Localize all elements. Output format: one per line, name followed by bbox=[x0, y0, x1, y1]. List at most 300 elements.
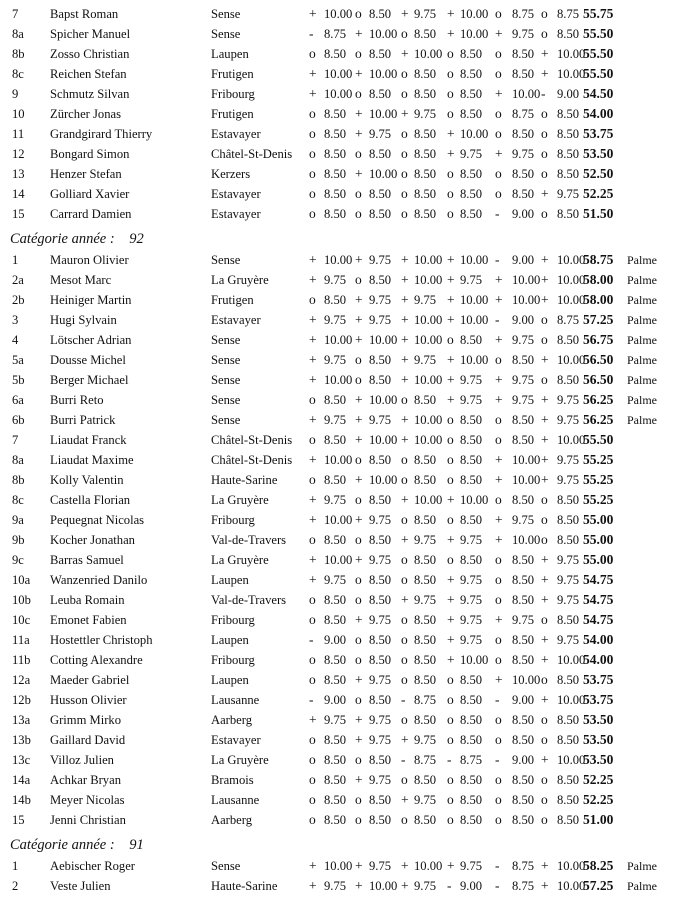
result-sign: o bbox=[401, 452, 408, 467]
total-score: 58.00 bbox=[583, 292, 614, 307]
result-sign: o bbox=[401, 552, 408, 567]
bout-score: 8.50 bbox=[460, 453, 483, 467]
result-sign: o bbox=[447, 712, 454, 727]
bout-score: 9.00 bbox=[512, 253, 535, 267]
result-sign: + bbox=[541, 46, 549, 61]
bout-score: 9.00 bbox=[512, 753, 535, 767]
athlete-name: Mauron Olivier bbox=[50, 253, 129, 267]
result-sign: + bbox=[355, 292, 363, 307]
result-sign: + bbox=[447, 372, 455, 387]
table-row bbox=[0, 590, 674, 610]
bout-score: 9.75 bbox=[324, 573, 347, 587]
total-score: 56.25 bbox=[583, 392, 614, 407]
result-sign: o bbox=[309, 652, 316, 667]
total-score: 55.50 bbox=[583, 46, 614, 61]
result-sign: + bbox=[401, 792, 409, 807]
rank-cell: 8c bbox=[12, 67, 24, 81]
bout-score: 8.50 bbox=[324, 293, 347, 307]
result-sign: o bbox=[447, 732, 454, 747]
result-sign: o bbox=[447, 792, 454, 807]
athlete-name: Golliard Xavier bbox=[50, 187, 130, 201]
bout-score: 9.75 bbox=[324, 273, 347, 287]
result-sign: o bbox=[309, 46, 316, 61]
club-name: Lausanne bbox=[211, 793, 260, 807]
bout-score: 8.50 bbox=[324, 793, 347, 807]
bout-score: 9.75 bbox=[414, 879, 437, 893]
bout-score: 8.50 bbox=[557, 27, 580, 41]
result-sign: + bbox=[355, 392, 363, 407]
bout-score: 8.50 bbox=[460, 733, 483, 747]
result-sign: o bbox=[355, 792, 362, 807]
rank-cell: 9b bbox=[12, 533, 25, 547]
athlete-name: Grimm Mirko bbox=[50, 713, 122, 727]
rank-cell: 10c bbox=[12, 613, 31, 627]
result-sign: + bbox=[541, 292, 549, 307]
result-sign: + bbox=[541, 272, 549, 287]
total-score: 56.50 bbox=[583, 372, 614, 387]
bout-score: 8.50 bbox=[369, 353, 392, 367]
bout-score: 9.75 bbox=[414, 107, 437, 121]
bout-score: 10.00 bbox=[414, 493, 443, 507]
athlete-name: Villoz Julien bbox=[50, 753, 114, 767]
bout-score: 8.50 bbox=[557, 493, 580, 507]
rank-cell: 13 bbox=[12, 167, 25, 181]
table-row bbox=[0, 204, 674, 224]
bout-score: 10.00 bbox=[414, 333, 443, 347]
rank-cell: 14 bbox=[12, 187, 25, 201]
bout-score: 10.00 bbox=[414, 47, 443, 61]
result-sign: o bbox=[447, 472, 454, 487]
total-score: 54.75 bbox=[583, 612, 614, 627]
total-score: 52.25 bbox=[583, 772, 614, 787]
result-sign: o bbox=[495, 186, 502, 201]
total-score: 55.50 bbox=[583, 26, 614, 41]
rank-cell: 14a bbox=[12, 773, 31, 787]
result-sign: o bbox=[355, 86, 362, 101]
category-heading bbox=[10, 834, 144, 856]
rank-cell: 13b bbox=[12, 733, 31, 747]
result-sign: o bbox=[447, 692, 454, 707]
bout-score: 8.50 bbox=[324, 593, 347, 607]
bout-score: 8.50 bbox=[414, 207, 437, 221]
result-sign: + bbox=[355, 332, 363, 347]
bout-score: 10.00 bbox=[557, 433, 586, 447]
bout-score: 9.75 bbox=[324, 713, 347, 727]
total-score: 54.00 bbox=[583, 106, 614, 121]
bout-score: 10.00 bbox=[324, 87, 353, 101]
result-sign: + bbox=[495, 372, 503, 387]
result-sign: + bbox=[309, 878, 317, 893]
bout-score: 8.75 bbox=[512, 859, 535, 873]
bout-score: 8.75 bbox=[512, 7, 535, 21]
result-sign: o bbox=[355, 632, 362, 647]
bout-score: 10.00 bbox=[557, 293, 586, 307]
athlete-name: Husson Olivier bbox=[50, 693, 127, 707]
result-sign: - bbox=[309, 692, 314, 707]
bout-score: 8.50 bbox=[512, 67, 535, 81]
result-sign: o bbox=[447, 412, 454, 427]
result-sign: o bbox=[355, 752, 362, 767]
club-name: Estavayer bbox=[211, 733, 261, 747]
bout-score: 10.00 bbox=[512, 293, 541, 307]
result-sign: o bbox=[447, 166, 454, 181]
total-score: 55.75 bbox=[583, 6, 614, 21]
bout-score: 8.50 bbox=[369, 753, 392, 767]
result-sign: + bbox=[309, 452, 317, 467]
rank-cell: 8c bbox=[12, 493, 24, 507]
bout-score: 8.50 bbox=[557, 713, 580, 727]
result-sign: - bbox=[495, 858, 500, 873]
result-sign: + bbox=[541, 252, 549, 267]
club-name: La Gruyère bbox=[211, 273, 269, 287]
result-sign: o bbox=[495, 166, 502, 181]
result-sign: + bbox=[541, 692, 549, 707]
result-sign: + bbox=[355, 612, 363, 627]
rank-cell: 6a bbox=[12, 393, 24, 407]
bout-score: 8.50 bbox=[512, 733, 535, 747]
bout-score: 8.50 bbox=[369, 633, 392, 647]
result-sign: + bbox=[447, 492, 455, 507]
result-sign: o bbox=[309, 292, 316, 307]
bout-score: 8.50 bbox=[557, 373, 580, 387]
result-sign: o bbox=[495, 792, 502, 807]
total-score: 58.00 bbox=[583, 272, 614, 287]
club-name: Sense bbox=[211, 353, 241, 367]
bout-score: 10.00 bbox=[557, 859, 586, 873]
bout-score: 10.00 bbox=[369, 107, 398, 121]
bout-score: 9.00 bbox=[512, 313, 535, 327]
bout-score: 9.75 bbox=[557, 573, 580, 587]
club-name: Haute-Sarine bbox=[211, 473, 278, 487]
club-name: Estavayer bbox=[211, 207, 261, 221]
bout-score: 8.50 bbox=[557, 167, 580, 181]
bout-score: 9.75 bbox=[557, 187, 580, 201]
result-sign: + bbox=[401, 878, 409, 893]
athlete-name: Berger Michael bbox=[50, 373, 129, 387]
total-score: 52.25 bbox=[583, 792, 614, 807]
result-sign: + bbox=[447, 146, 455, 161]
bout-score: 8.50 bbox=[460, 413, 483, 427]
bout-score: 8.50 bbox=[369, 573, 392, 587]
total-score: 55.25 bbox=[583, 452, 614, 467]
bout-score: 8.50 bbox=[460, 813, 483, 827]
result-sign: - bbox=[495, 206, 500, 221]
result-sign: o bbox=[355, 592, 362, 607]
result-sign: + bbox=[447, 352, 455, 367]
award-label: Palme bbox=[627, 373, 657, 387]
bout-score: 8.50 bbox=[369, 273, 392, 287]
club-name: Sense bbox=[211, 27, 241, 41]
result-sign: o bbox=[541, 106, 548, 121]
total-score: 55.25 bbox=[583, 492, 614, 507]
bout-score: 9.75 bbox=[460, 373, 483, 387]
result-sign: + bbox=[495, 292, 503, 307]
result-sign: + bbox=[447, 652, 455, 667]
bout-score: 10.00 bbox=[557, 879, 586, 893]
athlete-name: Zosso Christian bbox=[50, 47, 130, 61]
bout-score: 9.75 bbox=[460, 273, 483, 287]
result-sign: + bbox=[401, 252, 409, 267]
result-sign: + bbox=[447, 632, 455, 647]
club-name: Sense bbox=[211, 413, 241, 427]
rank-cell: 1 bbox=[12, 859, 19, 873]
result-sign: + bbox=[447, 292, 455, 307]
result-sign: o bbox=[355, 692, 362, 707]
bout-score: 8.50 bbox=[369, 813, 392, 827]
bout-score: 8.50 bbox=[512, 353, 535, 367]
category-spacer bbox=[115, 837, 130, 853]
bout-score: 9.75 bbox=[460, 593, 483, 607]
bout-score: 8.50 bbox=[512, 493, 535, 507]
result-sign: + bbox=[355, 166, 363, 181]
category-year: 92 bbox=[129, 231, 144, 247]
bout-score: 8.50 bbox=[460, 87, 483, 101]
result-sign: o bbox=[401, 652, 408, 667]
result-sign: o bbox=[495, 592, 502, 607]
result-sign: + bbox=[541, 186, 549, 201]
table-row bbox=[0, 730, 674, 750]
rank-cell: 7 bbox=[12, 433, 19, 447]
club-name: Châtel-St-Denis bbox=[211, 433, 293, 447]
result-sign: o bbox=[309, 752, 316, 767]
rank-cell: 1 bbox=[12, 253, 19, 267]
table-row bbox=[0, 24, 674, 44]
result-sign: + bbox=[355, 712, 363, 727]
result-sign: o bbox=[309, 612, 316, 627]
result-sign: + bbox=[541, 858, 549, 873]
rank-cell: 9a bbox=[12, 513, 24, 527]
club-name: Laupen bbox=[211, 47, 249, 61]
bout-score: 8.50 bbox=[414, 773, 437, 787]
club-name: Sense bbox=[211, 859, 241, 873]
result-sign: + bbox=[309, 512, 317, 527]
bout-score: 10.00 bbox=[369, 393, 398, 407]
bout-score: 10.00 bbox=[512, 87, 541, 101]
bout-score: 9.75 bbox=[414, 793, 437, 807]
bout-score: 10.00 bbox=[369, 27, 398, 41]
bout-score: 10.00 bbox=[369, 67, 398, 81]
result-sign: o bbox=[309, 166, 316, 181]
total-score: 53.75 bbox=[583, 692, 614, 707]
result-sign: + bbox=[355, 552, 363, 567]
bout-score: 9.75 bbox=[557, 393, 580, 407]
athlete-name: Schmutz Silvan bbox=[50, 87, 130, 101]
result-sign: o bbox=[401, 66, 408, 81]
bout-score: 9.75 bbox=[324, 879, 347, 893]
bout-score: 10.00 bbox=[324, 553, 353, 567]
result-sign: o bbox=[401, 146, 408, 161]
bout-score: 10.00 bbox=[460, 293, 489, 307]
rank-cell: 9c bbox=[12, 553, 24, 567]
bout-score: 9.00 bbox=[512, 207, 535, 221]
result-sign: o bbox=[355, 352, 362, 367]
bout-score: 8.50 bbox=[460, 107, 483, 121]
result-sign: + bbox=[309, 252, 317, 267]
bout-score: 8.50 bbox=[414, 633, 437, 647]
club-name: Bramois bbox=[211, 773, 254, 787]
bout-score: 8.50 bbox=[414, 147, 437, 161]
result-sign: o bbox=[447, 432, 454, 447]
bout-score: 8.50 bbox=[324, 207, 347, 221]
result-sign: + bbox=[355, 312, 363, 327]
bout-score: 8.50 bbox=[324, 653, 347, 667]
table-row bbox=[0, 490, 674, 510]
table-row bbox=[0, 610, 674, 630]
result-sign: + bbox=[355, 732, 363, 747]
bout-score: 10.00 bbox=[414, 859, 443, 873]
result-sign: + bbox=[541, 632, 549, 647]
result-sign: o bbox=[309, 432, 316, 447]
bout-score: 8.50 bbox=[324, 187, 347, 201]
bout-score: 8.50 bbox=[324, 533, 347, 547]
result-sign: o bbox=[541, 772, 548, 787]
bout-score: 10.00 bbox=[557, 653, 586, 667]
athlete-name: Meyer Nicolas bbox=[50, 793, 125, 807]
award-label: Palme bbox=[627, 413, 657, 427]
bout-score: 9.75 bbox=[369, 553, 392, 567]
bout-score: 8.50 bbox=[557, 613, 580, 627]
award-label: Palme bbox=[627, 879, 657, 893]
result-sign: + bbox=[355, 772, 363, 787]
club-name: Aarberg bbox=[211, 713, 253, 727]
club-name: Val-de-Travers bbox=[211, 533, 287, 547]
athlete-name: Henzer Stefan bbox=[50, 167, 122, 181]
rank-cell: 2a bbox=[12, 273, 24, 287]
club-name: Sense bbox=[211, 393, 241, 407]
bout-score: 8.50 bbox=[414, 473, 437, 487]
result-sign: - bbox=[495, 878, 500, 893]
bout-score: 8.50 bbox=[460, 187, 483, 201]
bout-score: 8.50 bbox=[414, 613, 437, 627]
result-sign: o bbox=[541, 126, 548, 141]
table-row bbox=[0, 370, 674, 390]
result-sign: o bbox=[447, 512, 454, 527]
athlete-name: Jenni Christian bbox=[50, 813, 126, 827]
bout-score: 10.00 bbox=[369, 433, 398, 447]
table-row bbox=[0, 290, 674, 310]
athlete-name: Gaillard David bbox=[50, 733, 126, 747]
total-score: 56.25 bbox=[583, 412, 614, 427]
result-sign: - bbox=[495, 692, 500, 707]
bout-score: 8.50 bbox=[460, 673, 483, 687]
result-sign: + bbox=[309, 858, 317, 873]
bout-score: 9.75 bbox=[557, 473, 580, 487]
bout-score: 10.00 bbox=[460, 653, 489, 667]
bout-score: 9.00 bbox=[324, 693, 347, 707]
result-sign: o bbox=[355, 452, 362, 467]
result-sign: o bbox=[401, 512, 408, 527]
result-sign: o bbox=[401, 186, 408, 201]
club-name: Aarberg bbox=[211, 813, 253, 827]
award-label: Palme bbox=[627, 859, 657, 873]
bout-score: 8.50 bbox=[460, 47, 483, 61]
bout-score: 8.75 bbox=[414, 753, 437, 767]
result-sign: o bbox=[355, 146, 362, 161]
bout-score: 8.50 bbox=[369, 87, 392, 101]
bout-score: 8.50 bbox=[414, 393, 437, 407]
total-score: 55.50 bbox=[583, 66, 614, 81]
bout-score: 8.50 bbox=[460, 513, 483, 527]
bout-score: 9.75 bbox=[557, 633, 580, 647]
result-sign: + bbox=[541, 352, 549, 367]
club-name: Sense bbox=[211, 253, 241, 267]
bout-score: 8.50 bbox=[512, 573, 535, 587]
result-sign: + bbox=[355, 472, 363, 487]
result-sign: o bbox=[355, 372, 362, 387]
total-score: 54.75 bbox=[583, 592, 614, 607]
table-row bbox=[0, 530, 674, 550]
bout-score: 10.00 bbox=[460, 253, 489, 267]
result-sign: - bbox=[447, 752, 452, 767]
result-sign: + bbox=[541, 472, 549, 487]
table-row bbox=[0, 450, 674, 470]
rank-cell: 13a bbox=[12, 713, 31, 727]
result-sign: o bbox=[309, 472, 316, 487]
bout-score: 8.50 bbox=[460, 207, 483, 221]
total-score: 52.25 bbox=[583, 186, 614, 201]
result-sign: - bbox=[495, 752, 500, 767]
total-score: 57.25 bbox=[583, 312, 614, 327]
bout-score: 9.75 bbox=[324, 353, 347, 367]
bout-score: 8.50 bbox=[414, 513, 437, 527]
result-sign: o bbox=[447, 46, 454, 61]
table-row bbox=[0, 690, 674, 710]
result-sign: o bbox=[541, 6, 548, 21]
club-name: Lausanne bbox=[211, 693, 260, 707]
table-row bbox=[0, 270, 674, 290]
result-sign: + bbox=[401, 592, 409, 607]
total-score: 53.50 bbox=[583, 752, 614, 767]
result-sign: o bbox=[355, 186, 362, 201]
bout-score: 8.50 bbox=[414, 167, 437, 181]
rank-cell: 8a bbox=[12, 453, 24, 467]
award-label: Palme bbox=[627, 393, 657, 407]
result-sign: + bbox=[447, 6, 455, 21]
result-sign: + bbox=[447, 26, 455, 41]
rank-cell: 7 bbox=[12, 7, 19, 21]
result-sign: - bbox=[401, 752, 406, 767]
result-sign: o bbox=[541, 512, 548, 527]
bout-score: 8.50 bbox=[414, 653, 437, 667]
result-sign: + bbox=[495, 26, 503, 41]
result-sign: + bbox=[355, 126, 363, 141]
bout-score: 9.75 bbox=[414, 7, 437, 21]
category-spacer bbox=[115, 231, 130, 247]
bout-score: 9.00 bbox=[460, 879, 483, 893]
bout-score: 9.75 bbox=[369, 859, 392, 873]
bout-score: 10.00 bbox=[414, 273, 443, 287]
table-row bbox=[0, 64, 674, 84]
bout-score: 8.50 bbox=[460, 793, 483, 807]
bout-score: 8.50 bbox=[414, 713, 437, 727]
total-score: 55.00 bbox=[583, 532, 614, 547]
total-score: 54.75 bbox=[583, 572, 614, 587]
result-sign: - bbox=[401, 692, 406, 707]
result-sign: o bbox=[495, 106, 502, 121]
result-sign: + bbox=[355, 878, 363, 893]
result-sign: o bbox=[495, 66, 502, 81]
result-sign: o bbox=[355, 812, 362, 827]
bout-score: 8.75 bbox=[557, 7, 580, 21]
result-sign: + bbox=[541, 572, 549, 587]
bout-score: 9.75 bbox=[460, 533, 483, 547]
rank-cell: 11a bbox=[12, 633, 30, 647]
bout-score: 8.50 bbox=[557, 127, 580, 141]
bout-score: 8.50 bbox=[557, 147, 580, 161]
result-sign: + bbox=[401, 732, 409, 747]
result-sign: o bbox=[401, 126, 408, 141]
result-sign: + bbox=[355, 252, 363, 267]
